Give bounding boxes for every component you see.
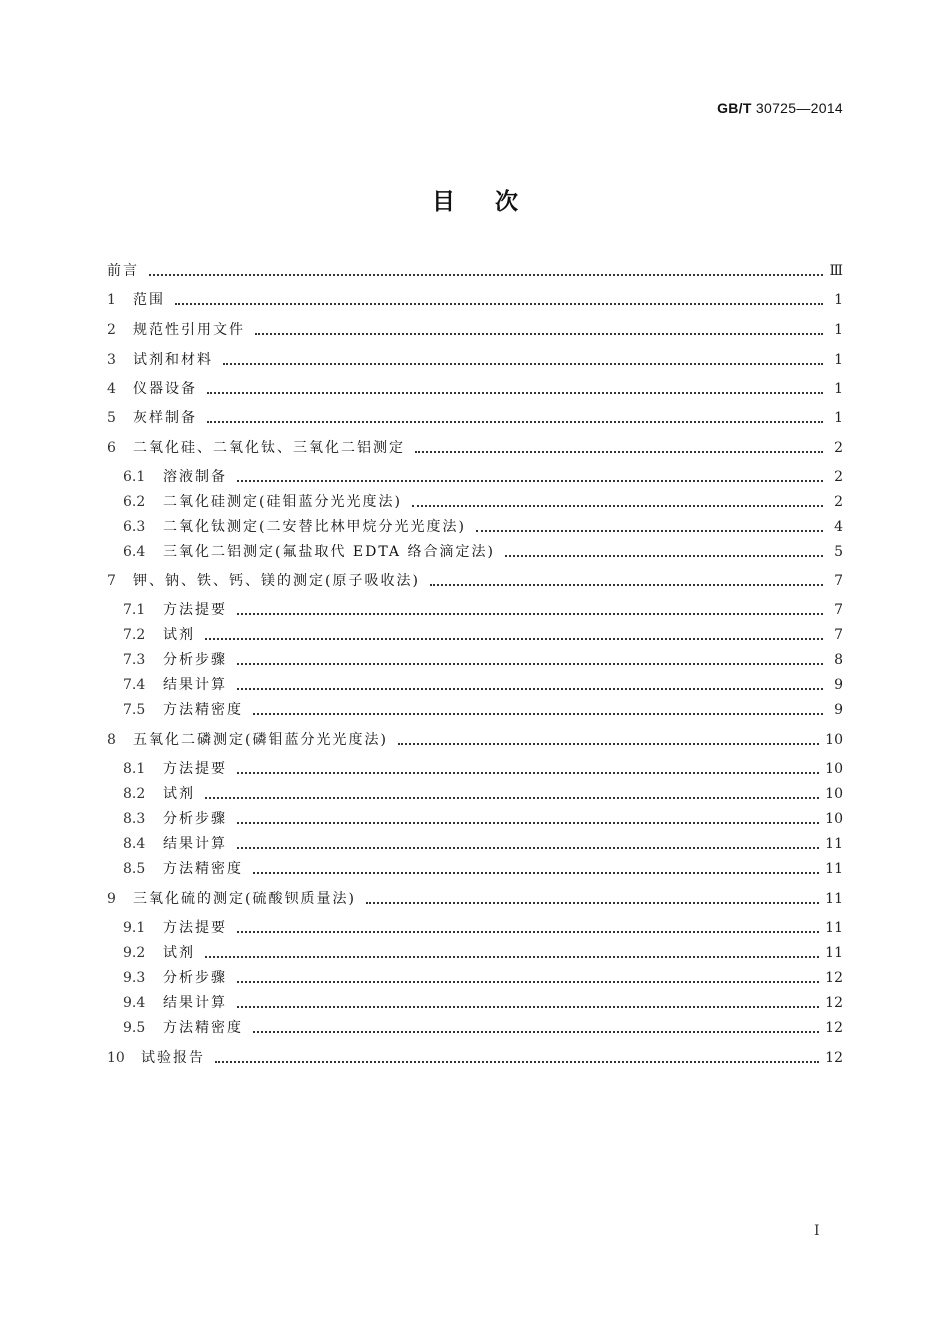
toc-leader-dots — [237, 847, 819, 849]
toc-entry-label: 溶液制备 — [163, 469, 227, 485]
toc-entry-page: 2 — [834, 494, 843, 510]
toc-entry-number: 1 — [107, 292, 116, 308]
toc-leader-dots — [237, 981, 819, 983]
toc-entry-page: 7 — [834, 602, 843, 618]
toc-entry-page: 12 — [825, 1020, 843, 1036]
toc-entry[interactable] — [107, 601, 843, 619]
toc-entry-page: 1 — [834, 352, 843, 368]
toc-entry-page: 9 — [834, 702, 843, 718]
toc-entry-page: 11 — [825, 945, 843, 961]
toc-entry-number: 7.5 — [123, 702, 146, 718]
toc-entry-number: 8.3 — [123, 811, 146, 827]
toc-leader-dots — [207, 421, 823, 423]
toc-entry-label: 方法精密度 — [163, 861, 243, 877]
page-title: 目次 — [432, 189, 558, 215]
toc-entry[interactable] — [107, 890, 843, 908]
toc-entry[interactable] — [107, 701, 843, 719]
toc-entry-label: 二氧化硅测定(硅钼蓝分光光度法) — [163, 494, 402, 510]
toc-entry[interactable] — [107, 760, 843, 778]
toc-entry[interactable] — [107, 785, 843, 803]
toc-entry-number: 9.1 — [123, 920, 146, 936]
toc-entry-number: 6.2 — [123, 494, 146, 510]
toc-entry-page: 9 — [834, 677, 843, 693]
toc-entry-page: 1 — [834, 381, 843, 397]
toc-entry-label: 方法提要 — [163, 920, 227, 936]
toc-leader-dots — [398, 743, 819, 745]
toc-entry-number: 7.1 — [123, 602, 146, 618]
toc-entry[interactable] — [107, 409, 843, 427]
toc-entry-label: 五氧化二磷测定(磷钼蓝分光光度法) — [133, 732, 388, 748]
toc-entry[interactable] — [107, 944, 843, 962]
toc-entry[interactable] — [107, 860, 843, 878]
toc-leader-dots — [253, 1031, 819, 1033]
toc-leader-dots — [366, 902, 819, 904]
toc-leader-dots — [237, 931, 819, 933]
toc-entry-number: 7.4 — [123, 677, 146, 693]
toc-leader-dots — [237, 663, 823, 665]
standard-prefix: GB/T — [717, 100, 752, 116]
toc-leader-dots — [237, 822, 819, 824]
toc-entry[interactable] — [107, 676, 843, 694]
toc-entry[interactable] — [107, 291, 843, 309]
toc-entry-number: 2 — [107, 322, 116, 338]
toc-leader-dots — [253, 872, 819, 874]
toc-entry-number: 7 — [107, 573, 116, 589]
toc-entry-page: 2 — [834, 440, 843, 456]
toc-entry-label: 三氧化二铝测定(氟盐取代 EDTA 络合滴定法) — [163, 544, 495, 560]
toc-entry[interactable] — [107, 919, 843, 937]
toc-leader-dots — [253, 713, 823, 715]
toc-entry-number: 8.5 — [123, 861, 146, 877]
toc-entry-page: 7 — [834, 627, 843, 643]
toc-entry[interactable] — [107, 518, 843, 536]
toc-leader-dots — [237, 772, 819, 774]
toc-entry[interactable] — [107, 351, 843, 369]
toc-leader-dots — [205, 956, 819, 958]
toc-entry-number: 7.3 — [123, 652, 146, 668]
toc-entry-number: 6.3 — [123, 519, 146, 535]
toc-entry-page: 12 — [825, 970, 843, 986]
toc-entry[interactable] — [107, 439, 843, 457]
toc-entry-page: 7 — [834, 573, 843, 589]
toc-entry-number: 10 — [107, 1050, 125, 1066]
toc-entry-page: 2 — [834, 469, 843, 485]
toc-entry-label: 二氧化硅、二氧化钛、三氧化二铝测定 — [133, 440, 405, 456]
toc-entry-number: 5 — [107, 410, 116, 426]
toc-leader-dots — [237, 688, 823, 690]
toc-entry-number: 4 — [107, 381, 116, 397]
toc-entry[interactable] — [107, 994, 843, 1012]
toc-entry[interactable] — [107, 810, 843, 828]
toc-entry-label: 结果计算 — [163, 836, 227, 852]
standard-code — [717, 100, 843, 116]
toc-entry-page: 1 — [834, 322, 843, 338]
toc-entry-page: Ⅲ — [829, 263, 843, 279]
toc-entry-label: 前言 — [107, 263, 139, 279]
toc-leader-dots — [207, 392, 823, 394]
toc-entry-number: 8.1 — [123, 761, 146, 777]
toc-entry-label: 结果计算 — [163, 995, 227, 1011]
toc-entry-number: 8 — [107, 732, 116, 748]
toc-entry-page: 10 — [825, 761, 843, 777]
toc-entry[interactable] — [107, 543, 843, 561]
toc-leader-dots — [205, 797, 819, 799]
toc-entry-page: 8 — [834, 652, 843, 668]
toc-entry-label: 试验报告 — [141, 1050, 205, 1066]
toc-entry-label: 二氧化钛测定(二安替比林甲烷分光光度法) — [163, 519, 466, 535]
toc-entry-page: 1 — [834, 292, 843, 308]
toc-entry-page: 11 — [825, 920, 843, 936]
toc-entry-label: 分析步骤 — [163, 811, 227, 827]
toc-entry[interactable] — [107, 969, 843, 987]
toc-leader-dots — [149, 274, 823, 276]
toc-leader-dots — [415, 451, 823, 453]
toc-leader-dots — [223, 363, 823, 365]
toc-entry-number: 8.4 — [123, 836, 146, 852]
toc-entry-label: 方法精密度 — [163, 702, 243, 718]
toc-entry-number: 9.2 — [123, 945, 146, 961]
toc-entry-label: 仪器设备 — [133, 381, 197, 397]
toc-entry-page: 5 — [834, 544, 843, 560]
toc-entry[interactable] — [107, 1049, 843, 1067]
toc-entry-number: 9.4 — [123, 995, 146, 1011]
toc-leader-dots — [255, 333, 823, 335]
toc-entry[interactable] — [107, 321, 843, 339]
toc-entry-number: 9.5 — [123, 1020, 146, 1036]
toc-entry-label: 试剂 — [163, 786, 195, 802]
toc-entry-page: 10 — [825, 811, 843, 827]
toc-entry-label: 分析步骤 — [163, 652, 227, 668]
toc-leader-dots — [205, 638, 823, 640]
toc-entry-label: 分析步骤 — [163, 970, 227, 986]
toc-entry-page: 1 — [834, 410, 843, 426]
toc-entry-page: 4 — [834, 519, 843, 535]
toc-entry[interactable] — [107, 835, 843, 853]
toc-entry-label: 方法提要 — [163, 602, 227, 618]
toc-leader-dots — [412, 505, 823, 507]
toc-leader-dots — [430, 584, 823, 586]
toc-entry-label: 方法精密度 — [163, 1020, 243, 1036]
toc-leader-dots — [237, 613, 823, 615]
toc-entry[interactable] — [107, 731, 843, 749]
toc-entry-page: 11 — [825, 891, 843, 907]
toc-entry-page: 11 — [825, 836, 843, 852]
toc-entry-number: 9.3 — [123, 970, 146, 986]
toc-entry-label: 试剂 — [163, 627, 195, 643]
page-number: I — [814, 1223, 820, 1239]
toc-entry-label: 方法提要 — [163, 761, 227, 777]
toc-entry-number: 8.2 — [123, 786, 146, 802]
toc-entry-label: 结果计算 — [163, 677, 227, 693]
toc-entry[interactable] — [107, 651, 843, 669]
toc-entry[interactable] — [107, 493, 843, 511]
toc-entry[interactable] — [107, 262, 843, 280]
toc-entry-page: 12 — [825, 1050, 843, 1066]
standard-number: 30725—2014 — [755, 100, 843, 116]
toc-leader-dots — [237, 1006, 819, 1008]
toc-entry[interactable] — [107, 468, 843, 486]
toc-entry-label: 试剂和材料 — [133, 352, 213, 368]
toc-entry[interactable] — [107, 626, 843, 644]
toc-entry-number: 6.4 — [123, 544, 146, 560]
toc-entry[interactable] — [107, 572, 843, 590]
toc-leader-dots — [175, 303, 823, 305]
toc-entry-label: 规范性引用文件 — [133, 322, 245, 338]
toc-entry[interactable] — [107, 1019, 843, 1037]
toc-entry-number: 9 — [107, 891, 116, 907]
toc-entry-page: 10 — [825, 786, 843, 802]
toc-entry-label: 范围 — [133, 292, 165, 308]
toc-entry-label: 三氧化硫的测定(硫酸钡质量法) — [133, 891, 356, 907]
toc-leader-dots — [476, 530, 823, 532]
toc-entry-number: 7.2 — [123, 627, 146, 643]
toc-entry-label: 钾、钠、铁、钙、镁的测定(原子吸收法) — [133, 573, 420, 589]
toc-leader-dots — [215, 1061, 819, 1063]
toc-leader-dots — [505, 555, 823, 557]
toc-entry-label: 灰样制备 — [133, 410, 197, 426]
toc-entry-page: 10 — [825, 732, 843, 748]
toc-entry[interactable] — [107, 380, 843, 398]
toc-entry-number: 6 — [107, 440, 116, 456]
toc-entry-number: 6.1 — [123, 469, 146, 485]
toc-entry-label: 试剂 — [163, 945, 195, 961]
toc-entry-number: 3 — [107, 352, 116, 368]
toc-leader-dots — [237, 480, 823, 482]
toc-entry-page: 12 — [825, 995, 843, 1011]
toc-entry-page: 11 — [825, 861, 843, 877]
